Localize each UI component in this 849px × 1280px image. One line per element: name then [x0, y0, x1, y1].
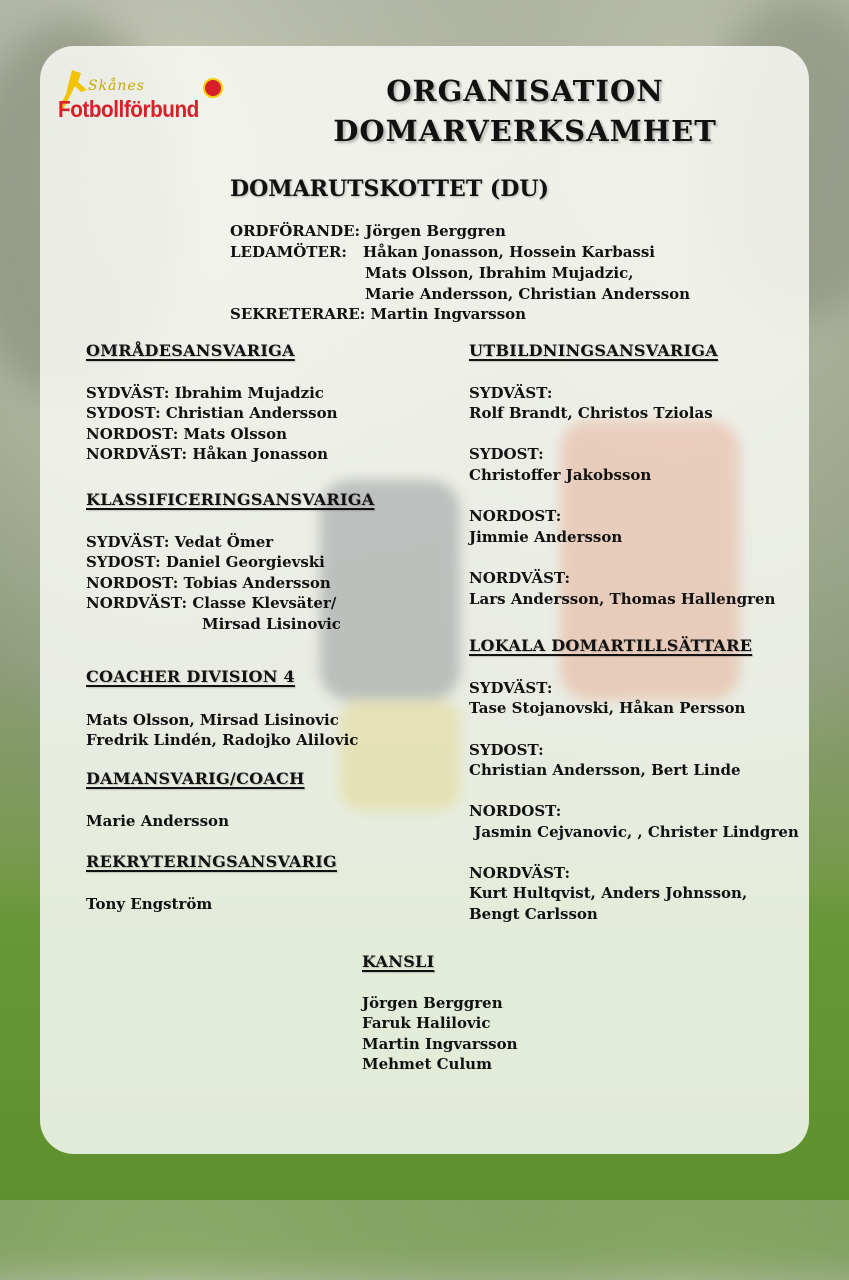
du-ledamoter-label: LEDAMÖTER:: [230, 243, 347, 261]
list-item: Mehmet Culum: [362, 1055, 492, 1073]
du-heading: DOMARUTSKOTTET (DU): [230, 176, 549, 202]
coacher-heading: COACHER DIVISION 4: [86, 667, 295, 686]
list-item: Faruk Halilovic: [362, 1014, 491, 1032]
region-label: SYDVÄST:: [469, 679, 553, 697]
region-label: NORDVÄST:: [469, 569, 571, 587]
kansli-heading: KANSLI: [362, 952, 435, 971]
klassificering-heading: KLASSIFICERINGSANSVARIGA: [86, 490, 375, 509]
background-referee-shirt: [560, 420, 740, 700]
region-label: NORDOST:: [469, 802, 562, 820]
du-ordforande: ORDFÖRANDE: Jörgen Berggren: [230, 222, 506, 240]
region-names: Tase Stojanovski, Håkan Persson: [469, 699, 746, 717]
list-item: NORDVÄST: Håkan Jonasson: [86, 445, 328, 463]
rekrytering-heading: REKRYTERINGSANSVARIG: [86, 852, 337, 871]
lokala-heading: LOKALA DOMARTILLSÄTTARE: [469, 636, 753, 655]
logo-text: Fotbollförbund: [58, 96, 199, 122]
region-names: Jimmie Andersson: [469, 528, 623, 546]
region-names: Jasmin Cejvanovic, , Christer Lindgren: [469, 823, 799, 841]
region-label: SYDVÄST:: [469, 384, 553, 402]
region-names: Bengt Carlsson: [469, 905, 598, 923]
region-names: Rolf Brandt, Christos Tziolas: [469, 404, 713, 422]
list-item: Fredrik Lindén, Radojko Alilovic: [86, 731, 359, 749]
region-names: Christian Andersson, Bert Linde: [469, 761, 741, 779]
list-item: Martin Ingvarsson: [362, 1035, 518, 1053]
omradesansvariga-heading: OMRÅDESANSVARIGA: [86, 341, 295, 360]
region-names: Lars Andersson, Thomas Hallengren: [469, 590, 776, 608]
list-item: Mirsad Lisinovic: [202, 615, 341, 633]
list-item: Mats Olsson, Mirsad Lisinovic: [86, 711, 339, 729]
utbildning-heading: UTBILDNINGSANSVARIGA: [469, 341, 718, 360]
list-item: Jörgen Berggren: [362, 994, 503, 1012]
du-ledamoter-line: Mats Olsson, Ibrahim Mujadzic,: [365, 264, 634, 282]
list-item: NORDOST: Mats Olsson: [86, 425, 288, 443]
region-label: SYDOST:: [469, 741, 544, 759]
region-label: NORDOST:: [469, 507, 562, 525]
list-item: SYDVÄST: Vedat Ömer: [86, 533, 274, 551]
region-names: Christoffer Jakobsson: [469, 466, 652, 484]
list-item: Marie Andersson: [86, 812, 229, 830]
list-item: NORDVÄST: Classe Klevsäter/: [86, 594, 337, 612]
logo-script: Skånes: [88, 78, 145, 94]
list-item: SYDVÄST: Ibrahim Mujadzic: [86, 384, 324, 402]
list-item: Tony Engström: [86, 895, 213, 913]
region-names: Kurt Hultqvist, Anders Johnsson,: [469, 884, 748, 902]
page-title-line1: ORGANISATION: [386, 74, 664, 108]
damansvarig-heading: DAMANSVARIG/COACH: [86, 769, 305, 788]
list-item: NORDOST: Tobias Andersson: [86, 574, 331, 592]
badge-icon: [203, 78, 223, 98]
page-title-line2: DOMARVERKSAMHET: [333, 114, 717, 148]
list-item: SYDOST: Daniel Georgievski: [86, 553, 325, 571]
region-label: SYDOST:: [469, 445, 544, 463]
du-sekreterare: SEKRETERARE: Martin Ingvarsson: [230, 305, 527, 323]
list-item: SYDOST: Christian Andersson: [86, 404, 338, 422]
du-ledamoter-line: Håkan Jonasson, Hossein Karbassi: [363, 243, 655, 261]
du-ledamoter-line: Marie Andersson, Christian Andersson: [365, 285, 691, 303]
background-player-shorts: [340, 700, 460, 810]
background-player-shirt: [320, 480, 460, 700]
region-label: NORDVÄST:: [469, 864, 571, 882]
